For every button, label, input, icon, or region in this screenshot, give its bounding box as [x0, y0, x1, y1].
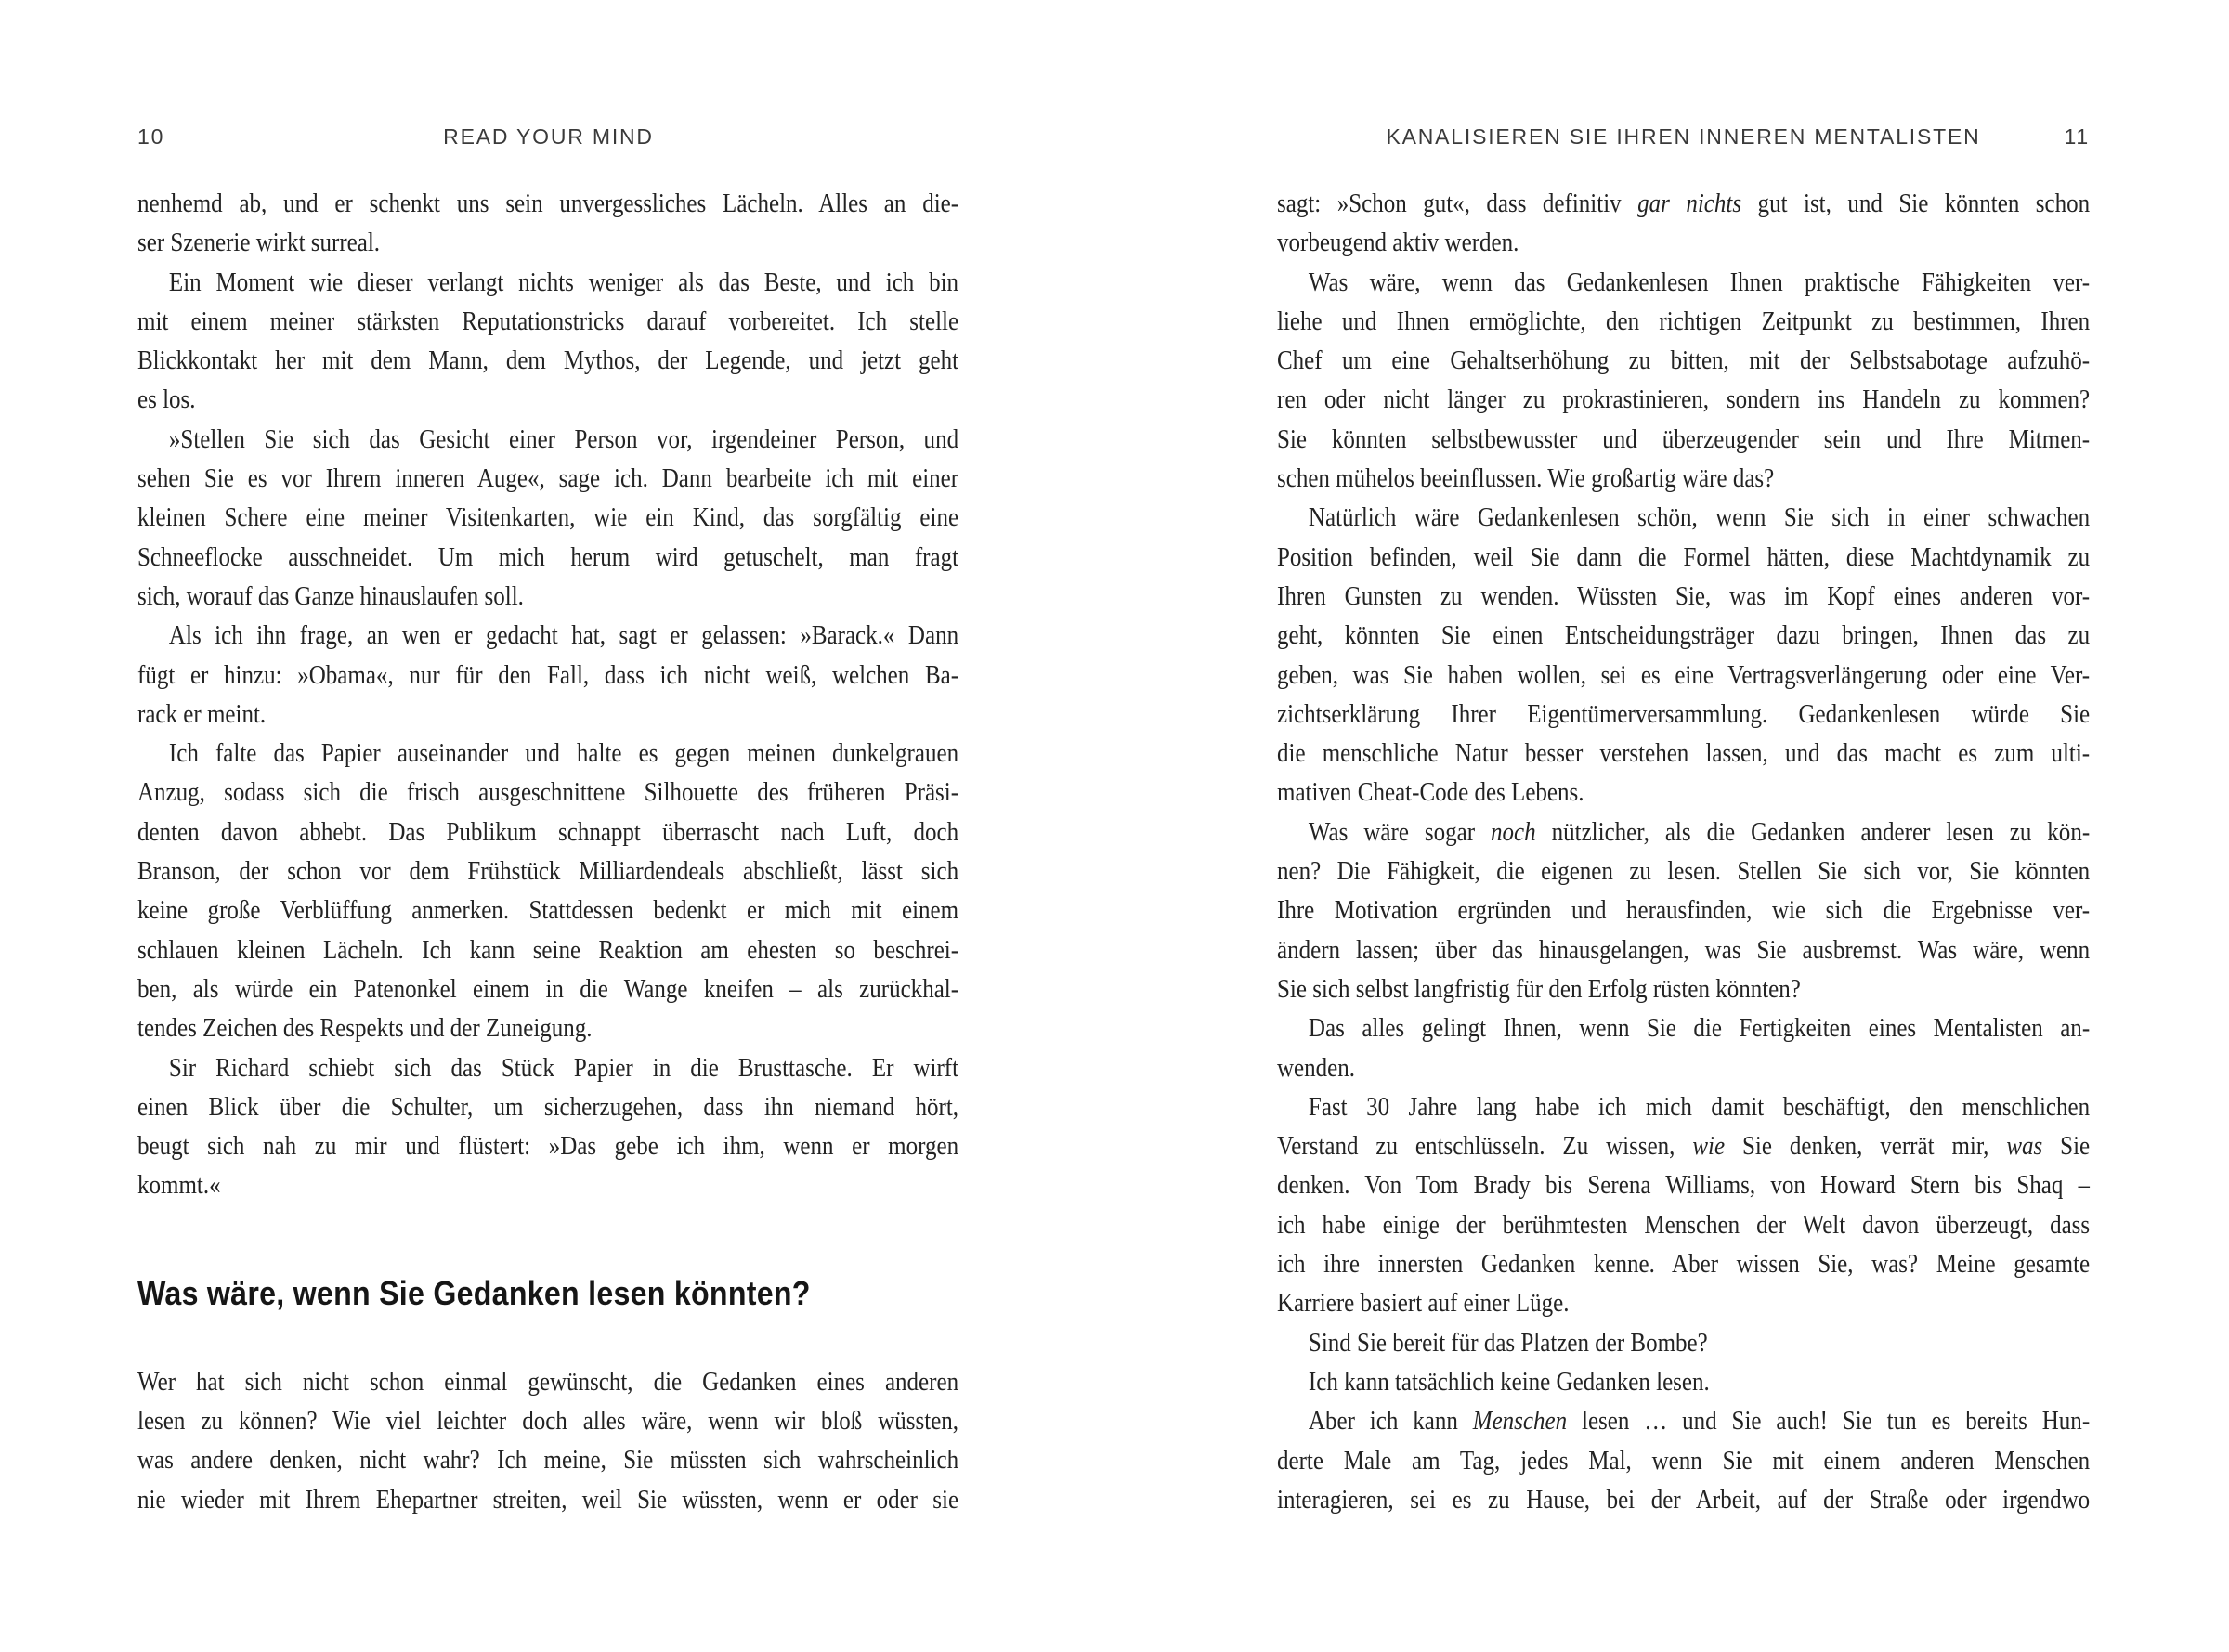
text-line: ren oder nicht länger zu prokrastinieren, sondern ins Handeln zu kommen?: [1277, 385, 2091, 415]
text-line: wenden.: [1277, 1053, 1356, 1083]
text-line: nie wieder mit Ihrem Ehepartner streiten, weil Sie wüssten, wenn er oder sie: [137, 1485, 959, 1515]
page-number-left: 10: [137, 124, 165, 149]
text-line: Sie sich selbst langfristig für den Erfolg rüsten könnten?: [1277, 974, 1801, 1004]
text-line: geben, was Sie haben wollen, sei es eine Vertragsverlängerung oder eine Ver-: [1277, 660, 2091, 690]
text-line: kommt.«: [137, 1171, 221, 1201]
text-line: geht, könnten Sie einen Entscheidungsträger dazu bringen, Ihnen das zu: [1277, 621, 2091, 651]
text-line: interagieren, sei es zu Hause, bei der Arbeit, auf der Straße oder irgendwo: [1277, 1485, 2091, 1515]
text-line: Was wäre sogar noch nützlicher, als die Gedanken anderer lesen zu kön-: [1308, 817, 2091, 847]
text-line: schen mühelos beeinflussen. Wie großartig wäre das?: [1277, 464, 1775, 494]
text-line: tendes Zeichen des Respekts und der Zuneigung.: [137, 1014, 593, 1044]
text-line: Schneeflocke ausschneidet. Um mich herum wird getuschelt, man fragt: [137, 542, 959, 572]
text-line: Das alles gelingt Ihnen, wenn Sie die Fertigkeiten eines Mentalisten an-: [1308, 1014, 2091, 1044]
text-line: Chef um eine Gehaltserhöhung zu bitten, mit der Selbstsabotage aufzuhö-: [1277, 346, 2091, 376]
text-line: liehe und Ihnen ermöglichte, den richtigen Zeitpunkt zu bestimmen, Ihren: [1277, 306, 2091, 336]
page-body-right: [1277, 185, 2090, 1520]
text-line: ser Szenerie wirkt surreal.: [137, 228, 381, 258]
paragraph: [1277, 264, 2090, 500]
text-line: Ihren Gunsten zu wenden. Wüssten Sie, was im Kopf eines anderen vor-: [1277, 581, 2091, 611]
text-line: Karriere basiert auf einer Lüge.: [1277, 1289, 1570, 1319]
text-line: die menschliche Natur besser verstehen lassen, und das macht es zum ulti-: [1277, 739, 2091, 769]
text-line: Sie könnten selbstbewusster und überzeugender sein und Ihre Mitmen-: [1277, 424, 2091, 454]
text-line: nen? Die Fähigkeit, die eigenen zu lesen. Stellen Sie sich vor, Sie könnten: [1277, 857, 2091, 887]
text-line: Als ich ihn frage, an wen er gedacht hat, sagt er gelassen: »Barack.« Dann: [168, 621, 959, 651]
paragraph: [1277, 185, 2090, 264]
paragraph: [137, 1363, 958, 1520]
paragraph: [137, 421, 958, 617]
text-line: sich, worauf das Ganze hinauslaufen soll.: [137, 581, 524, 611]
paragraph: [137, 264, 958, 421]
text-line: was andere denken, nicht wahr? Ich meine, Sie müssten sich wahrscheinlich: [137, 1446, 959, 1476]
text-line: vorbeugend aktiv werden.: [1277, 228, 1519, 258]
section-heading: Was wäre, wenn Sie Gedanken lesen könnten?: [137, 1273, 811, 1312]
text-line: derte Male am Tag, jedes Mal, wenn Sie mit einem anderen Menschen: [1277, 1446, 2091, 1476]
paragraph: [137, 185, 958, 264]
running-head-right: KANALISIEREN SIE IHREN INNEREN MENTALISTEN: [1386, 124, 1981, 149]
paragraph: [1277, 813, 2090, 1009]
text-line: Aber ich kann Menschen lesen … und Sie auch! Sie tun es bereits Hun-: [1308, 1407, 2091, 1437]
text-line: schlauen kleinen Lächeln. Ich kann seine Reaktion am ehesten so beschrei-: [137, 935, 959, 965]
text-line: Branson, der schon vor dem Frühstück Milliardendeals abschließt, lässt sich: [137, 857, 959, 887]
text-line: ich habe einige der berühmtesten Menschen der Welt davon überzeugt, dass: [1277, 1210, 2091, 1240]
text-line: beugt sich nah zu mir und flüstert: »Das gebe ich ihm, wenn er morgen: [137, 1132, 959, 1162]
text-line: »Stellen Sie sich das Gesicht einer Person vor, irgendeiner Person, und: [168, 424, 959, 454]
text-line: rack er meint.: [137, 699, 267, 729]
paragraph: [1277, 1402, 2090, 1520]
paragraph: [1277, 1363, 2090, 1402]
text-line: Blickkontakt her mit dem Mann, dem Mythos, der Legende, und jetzt geht: [137, 346, 959, 376]
paragraph: [1277, 1324, 2090, 1363]
paragraph: [1277, 1009, 2090, 1088]
text-line: sagt: »Schon gut«, dass definitiv gar nichts gut ist, und Sie könnten schon: [1277, 189, 2091, 218]
text-line: kleinen Schere eine meiner Visitenkarten, wie ein Kind, das sorgfältig eine: [137, 503, 959, 533]
text-line: mativen Cheat-Code des Lebens.: [1277, 778, 1584, 808]
text-line: Position befinden, weil Sie dann die Formel hätten, diese Machtdynamik zu: [1277, 542, 2091, 572]
text-line: denten davon abhebt. Das Publikum schnappt überrascht nach Luft, doch: [137, 817, 959, 847]
text-line: Was wäre, wenn das Gedankenlesen Ihnen praktische Fähigkeiten ver-: [1308, 267, 2091, 297]
text-line: Wer hat sich nicht schon einmal gewünscht, die Gedanken eines anderen: [137, 1367, 959, 1397]
page-body-left: [137, 185, 958, 1520]
text-line: einen Blick über die Schulter, um sicherzugehen, dass ihn niemand hört,: [137, 1092, 959, 1122]
text-line: Natürlich wäre Gedankenlesen schön, wenn Sie sich in einer schwachen: [1308, 503, 2091, 533]
text-line: ben, als würde ein Patenonkel einem in die Wange kneifen – als zurückhal-: [137, 974, 959, 1004]
text-line: es los.: [137, 385, 196, 415]
text-line: Ich falte das Papier auseinander und halte es gegen meinen dunkelgrauen: [168, 739, 959, 769]
text-line: keine große Verblüffung anmerken. Stattdessen bedenkt er mich mit einem: [137, 896, 959, 926]
page-number-right: 11: [2064, 124, 2090, 149]
text-line: Sir Richard schiebt sich das Stück Papier in die Brusttasche. Er wirft: [168, 1053, 959, 1083]
text-line: zichtserklärung Ihrer Eigentümerversammlung. Gedankenlesen würde Sie: [1277, 699, 2091, 729]
running-head-left: READ YOUR MIND: [443, 124, 654, 149]
text-line: Fast 30 Jahre lang habe ich mich damit beschäftigt, den menschlichen: [1308, 1092, 2091, 1122]
text-line: Ihre Motivation ergründen und herausfinden, wie sich die Ergebnisse ver-: [1277, 896, 2091, 926]
text-line: Verstand zu entschlüsseln. Zu wissen, wie Sie denken, verrät mir, was Sie: [1277, 1132, 2091, 1162]
text-line: ändern lassen; über das hinausgelangen, was Sie ausbremst. Was wäre, wenn: [1277, 935, 2091, 965]
text-line: Ein Moment wie dieser verlangt nichts weniger als das Beste, und ich bin: [168, 267, 959, 297]
paragraph: [137, 1049, 958, 1206]
paragraph: [1277, 499, 2090, 813]
paragraph: [1277, 1088, 2090, 1324]
text-line: denken. Von Tom Brady bis Serena Williams, von Howard Stern bis Shaq –: [1277, 1171, 2091, 1201]
text-line: Ich kann tatsächlich keine Gedanken lesen.: [1308, 1367, 1710, 1397]
paragraph: [137, 735, 958, 1048]
text-line: mit einem meiner stärksten Reputationstricks darauf vorbereitet. Ich stelle: [137, 306, 959, 336]
paragraph: [137, 617, 958, 735]
text-line: sehen Sie es vor Ihrem inneren Auge«, sage ich. Dann bearbeite ich mit einer: [137, 464, 959, 494]
text-line: fügt er hinzu: »Obama«, nur für den Fall, dass ich nicht weiß, welchen Ba-: [137, 660, 959, 690]
text-line: ich ihre innersten Gedanken kenne. Aber wissen Sie, was? Meine gesamte: [1277, 1250, 2091, 1280]
text-line: Anzug, sodass sich die frisch ausgeschnittene Silhouette des früheren Präsi-: [137, 778, 959, 808]
text-line: lesen zu können? Wie viel leichter doch alles wäre, wenn wir bloß wüssten,: [137, 1407, 959, 1437]
text-line: nenhemd ab, und er schenkt uns sein unvergessliches Lächeln. Alles an die-: [137, 189, 959, 218]
text-line: Sind Sie bereit für das Platzen der Bombe?: [1308, 1328, 1708, 1358]
